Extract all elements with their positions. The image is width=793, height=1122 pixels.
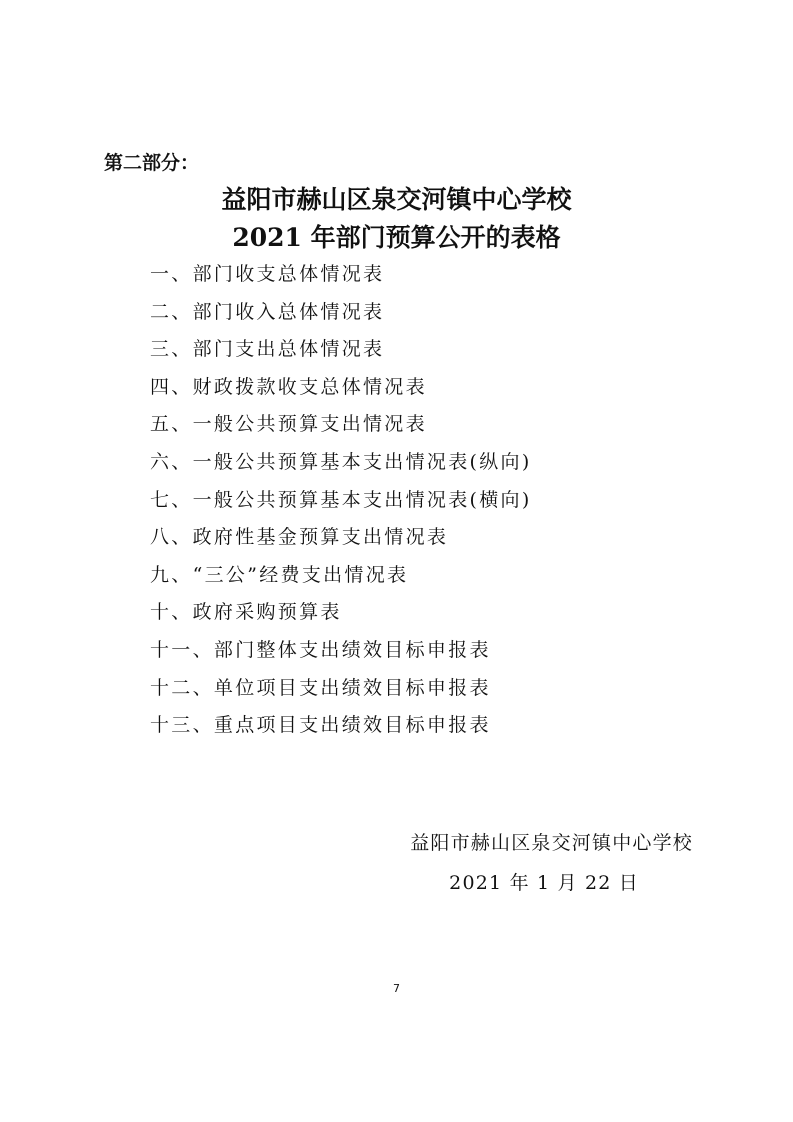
toc-item: 九、“三公”经费支出情况表	[150, 563, 409, 586]
toc-item: 六、一般公共预算基本支出情况表(纵向)	[150, 450, 532, 473]
table-of-contents	[150, 262, 532, 751]
toc-item: 十、政府采购预算表	[150, 601, 342, 624]
section-label: 第二部分：	[104, 152, 200, 174]
toc-item: 七、一般公共预算基本支出情况表(横向)	[150, 488, 532, 511]
toc-item: 五、一般公共预算支出情况表	[150, 413, 427, 436]
toc-item: 二、部门收入总体情况表	[150, 300, 385, 323]
toc-item: 三、部门支出总体情况表	[150, 338, 385, 361]
toc-item: 十一、部门整体支出绩效目标申报表	[150, 638, 491, 661]
signature-date: 2021 年 1 月 22 日	[449, 872, 639, 894]
toc-item: 十三、重点项目支出绩效目标申报表	[150, 714, 491, 737]
toc-item: 四、财政拨款收支总体情况表	[150, 375, 427, 398]
document-title-line1: 益阳市赫山区泉交河镇中心学校	[221, 185, 572, 214]
toc-item: 一、部门收支总体情况表	[150, 263, 385, 285]
toc-item: 十二、单位项目支出绩效目标申报表	[150, 676, 491, 699]
signature-block	[410, 823, 693, 903]
page-number: 7	[393, 982, 400, 995]
toc-item: 八、政府性基金预算支出情况表	[150, 526, 449, 549]
signature-organization: 益阳市赫山区泉交河镇中心学校	[410, 832, 693, 854]
document-title-line2: 2021 年部门预算公开的表格	[232, 223, 561, 252]
